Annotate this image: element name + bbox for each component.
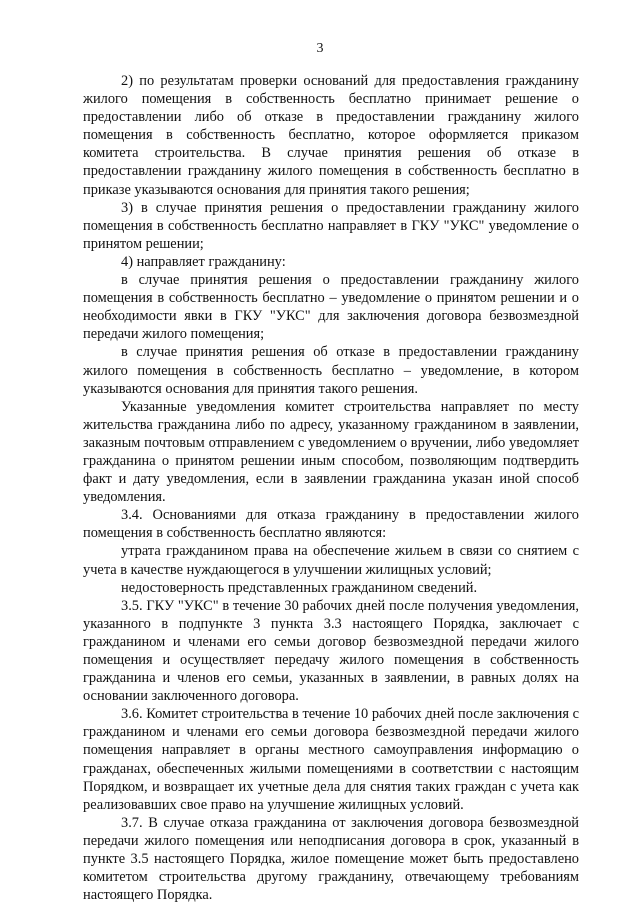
paragraph-3-4-ground-2: недостоверность представленных гражданином сведений.	[121, 579, 478, 596]
paragraph-notice-refusal: в случае принятия решения об отказе в предоставлении гражданину жилого помещения в собственность бесплатно – уведомление, в котором указываются основания для принятия такого решения.	[83, 344, 579, 397]
paragraph-3-7: 3.7. В случае отказа гражданина от заключения договора безвозмездной передачи жилого помещения или неподписания договора в срок, указанный в пункте 3.5 настоящего Порядка, жилое помещение может быть предоставлено комитетом строительства другому гражданину, отвечающему требованиям настоящего Порядка.	[83, 814, 579, 904]
paragraph-3-3-item-2: 2) по результатам проверки оснований для предоставления гражданину жилого помещения в собственность бесплатно принимает решение о предоставлении либо об отказе в предоставлении гражданину жилого помещения в собственность бесплатно, которое оформляется приказом комитета строительства. В случае принятия решения об отказе в предоставлении гражданину жилого помещения в собственность бесплатно в приказе указываются основания для принятия такого решения;	[83, 73, 579, 198]
paragraph-notice-delivery: Указанные уведомления комитет строительства направляет по месту жительства гражданина либо по адресу, указанному гражданином в заявлении, заказным почтовым отправлением с уведомлением о вручении, либо уведомляет гражданина о принятом решении иным способом, позволяющим подтвердить факт и дату уведомления, если в заявлении гражданина указан иной способ уведомления.	[83, 398, 579, 506]
paragraph-3-4-ground-1: утрата гражданином права на обеспечение жильем в связи со снятием с учета в качестве нуждающегося в улучшении жилищных условий;	[83, 543, 579, 578]
paragraph-notice-approval: в случае принятия решения о предоставлении гражданину жилого помещения в собственность бесплатно – уведомление о принятом решении и о необходимости явки в ГКУ "УКС" для заключения договора безвозмездной передачи жилого помещения;	[83, 272, 579, 343]
paragraph-3-4: 3.4. Основаниями для отказа гражданину в предоставлении жилого помещения в собственность бесплатно являются:	[83, 507, 579, 542]
paragraph-3-6: 3.6. Комитет строительства в течение 10 рабочих дней после заключения с гражданином и членами его семьи договора безвозмездной передачи жилого помещения направляет в органы местного самоуправления информацию о гражданах, обеспеченных жилыми помещениями в соответствии с настоящим Порядком, и возвращает их учетные дела для снятия таких граждан с учета как реализовавших свое право на улучшение жилищных условий.	[83, 706, 579, 813]
paragraph-3-3-item-4: 4) направляет гражданину:	[121, 253, 286, 270]
page-number: 3	[316, 41, 324, 56]
document-body	[83, 72, 579, 904]
paragraph-3-3-item-3: 3) в случае принятия решения о предоставлении гражданину жилого помещения в собственность бесплатно направляет в ГКУ "УКС" уведомление о принятом решении;	[83, 199, 579, 252]
paragraph-3-5: 3.5. ГКУ "УКС" в течение 30 рабочих дней после получения уведомления, указанного в подпункте 3 пункта 3.3 настоящего Порядка, заключает с гражданином и членами его семьи договор безвозмездной передачи жилого помещения и осуществляет передачу жилого помещения в собственность гражданина и членов его семьи, указанных в заявлении, в равных долях на основании заключенного договора.	[83, 597, 579, 705]
